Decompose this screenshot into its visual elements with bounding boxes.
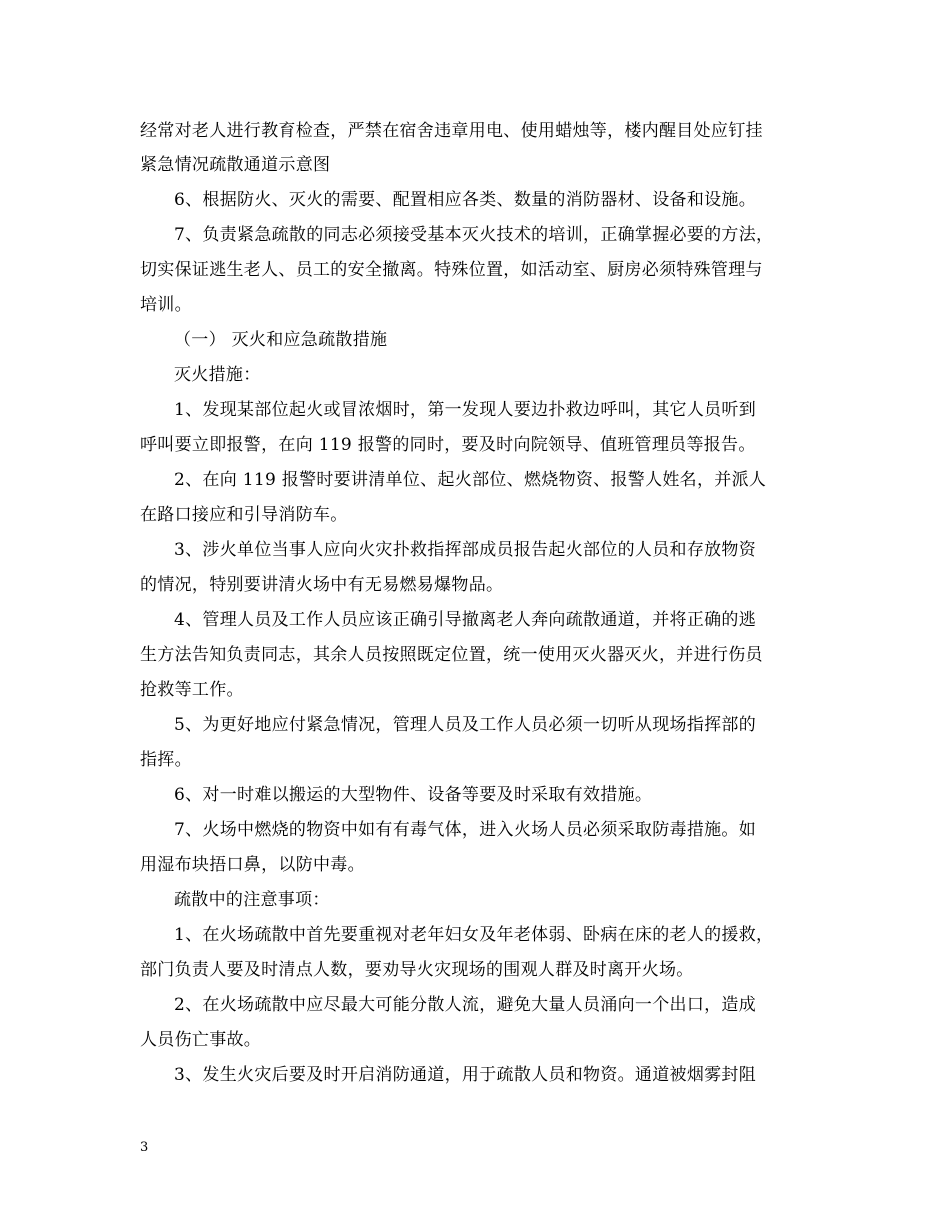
text-line: 2、在火场疏散中应尽最大可能分散人流，避免大量人员涌向一个出口，造成 <box>174 995 757 1015</box>
text-line: 培训。 <box>140 295 192 315</box>
text-line: 1、发现某部位起火或冒浓烟时，第一发现人要边扑救边呼叫，其它人员听到 <box>174 400 757 420</box>
text-line: 紧急情况疏散通道示意图 <box>140 155 331 175</box>
text-line: 1、在火场疏散中首先要重视对老年妇女及年老体弱、卧病在床的老人的援救， <box>174 925 774 945</box>
text-line: 经常对老人进行教育检查，严禁在宿舍违章用电、使用蜡烛等，楼内醒目处应钉挂 <box>140 121 763 141</box>
text-line: 7、火场中燃烧的物资中如有有毒气体，进入火场人员必须采取防毒措施。如 <box>174 820 757 840</box>
text-line: 6、对一时难以搬运的大型物件、设备等要及时采取有效措施。 <box>174 785 653 805</box>
text-line: 6、根据防火、灭火的需要、配置相应各类、数量的消防器材、设备和设施。 <box>174 190 757 210</box>
text-line: 7、负责紧急疏散的同志必须接受基本灭火技术的培训，正确掌握必要的方法， <box>174 225 774 245</box>
text-line: 4、管理人员及工作人员应该正确引导撤离老人奔向疏散通道，并将正确的逃 <box>174 610 757 630</box>
text-line: 3、涉火单位当事人应向火灾扑救指挥部成员报告起火部位的人员和存放物资 <box>174 540 757 560</box>
text-line: 呼叫要立即报警，在向 119 报警的同时，要及时向院领导、值班管理员等报告。 <box>140 435 756 455</box>
text-line: 部门负责人要及时清点人数，要劝导火灾现场的围观人群及时离开火场。 <box>140 960 694 980</box>
text-line: 的情况，特别要讲清火场中有无易燃易爆物品。 <box>140 575 504 595</box>
text-line: 5、为更好地应付紧急情况，管理人员及工作人员必须一切听从现场指挥部的 <box>174 715 757 735</box>
subheading: 疏散中的注意事项： <box>174 890 330 910</box>
text-line: 在路口接应和引导消防车。 <box>140 505 348 525</box>
subheading: 灭火措施： <box>174 365 261 385</box>
text-line: 用湿布块捂口鼻，以防中毒。 <box>140 855 365 875</box>
text-line: 3、发生火灾后要及时开启消防通道，用于疏散人员和物资。通道被烟雾封阻 <box>174 1065 757 1085</box>
page-number: 3 <box>140 1140 149 1155</box>
text-line: 人员伤亡事故。 <box>140 1030 262 1050</box>
text-line: 指挥。 <box>140 750 192 770</box>
section-heading: （一） 灭火和应急疏散措施 <box>174 330 388 350</box>
text-line: 切实保证逃生老人、员工的安全撤离。特殊位置，如活动室、厨房必须特殊管理与 <box>140 260 763 280</box>
text-line: 2、在向 119 报警时要讲清单位、起火部位、燃烧物资、报警人姓名，并派人 <box>174 470 767 490</box>
text-line: 抢救等工作。 <box>140 680 244 700</box>
text-line: 生方法告知负责同志，其余人员按照既定位置，统一使用灭火器灭火，并进行伤员 <box>140 645 763 665</box>
